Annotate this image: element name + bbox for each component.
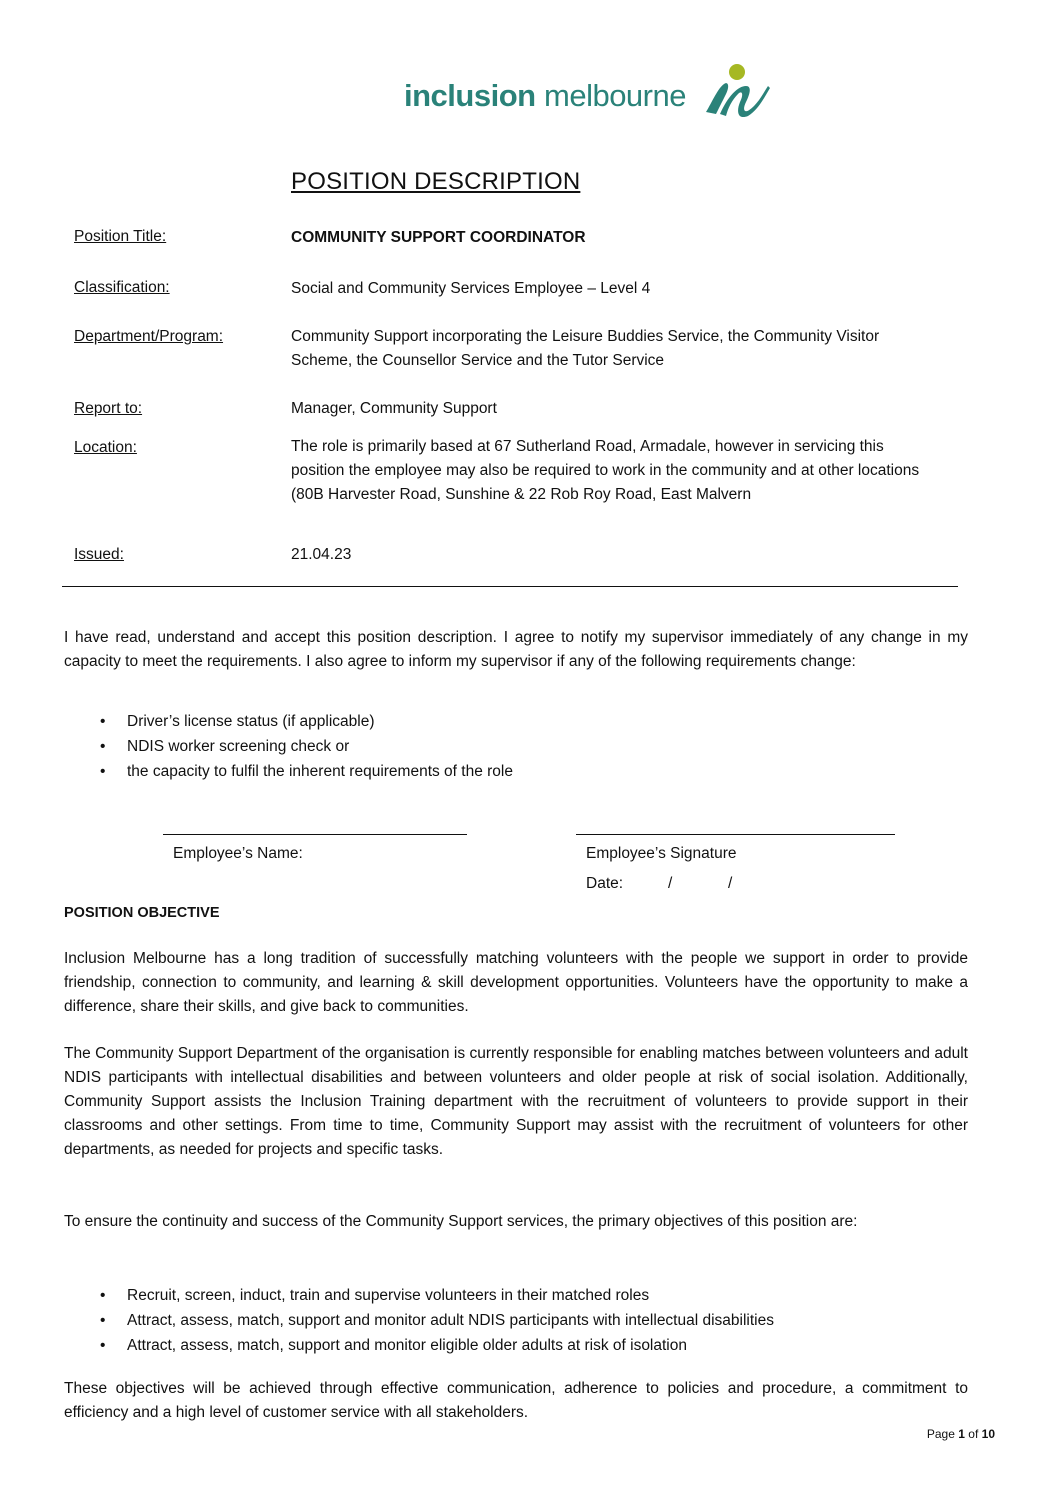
- section-heading-position-objective: POSITION OBJECTIVE: [64, 905, 220, 921]
- list-item: • Recruit, screen, induct, train and supervise volunteers in their matched roles: [100, 1283, 774, 1308]
- date-separator: /: [728, 875, 733, 892]
- list-item: • the capacity to fulfil the inherent requirements of the role: [100, 759, 513, 784]
- employee-signature-line: [576, 834, 895, 835]
- field-value-position-title: COMMUNITY SUPPORT COORDINATOR: [291, 229, 586, 246]
- field-value-issued: 21.04.23: [291, 546, 352, 563]
- field-label-classification: Classification:: [74, 279, 170, 296]
- page-number: [927, 1427, 995, 1441]
- field-label-location: Location:: [74, 439, 137, 456]
- list-item: • Attract, assess, match, support and monitor eligible older adults at risk of isolation: [100, 1333, 774, 1358]
- logo-mark-icon: [702, 62, 772, 120]
- field-value-report-to: Manager, Community Support: [291, 400, 497, 417]
- objective-list: [100, 1283, 774, 1358]
- employee-name-line: [163, 834, 467, 835]
- field-label-position-title: Position Title:: [74, 228, 167, 245]
- employee-signature-label: Employee’s Signature: [586, 845, 737, 862]
- date-label: Date:: [586, 875, 624, 892]
- page-word: Page: [926, 1427, 955, 1441]
- objective-paragraph-2: The Community Support Department of the organisation is currently responsible for enabling matches between volunteers and adult NDIS participants with intellectual disabilities and between volunteers and older people at risk of social isolation. Additionally, Community Support assists the Inclusion Training department with the recruitment of volunteers to provide support in their classrooms and other settings. From time to time, Community Support may assist with the recruitment of volunteers for other departments, as needed for projects and specific tasks.: [64, 1045, 968, 1158]
- list-item: • NDIS worker screening check or: [100, 734, 513, 759]
- field-value-department: Community Support incorporating the Leisure Buddies Service, the Community Visitor Scheme, the Counsellor Service and the Tutor Service: [291, 328, 880, 369]
- objective-paragraph-4: These objectives will be achieved through effective communication, adherence to policies and procedure, a commitment to efficiency and a high level of customer service with all stakeholders.: [64, 1380, 968, 1421]
- list-item: • Attract, assess, match, support and monitor adult NDIS participants with intellectual disabilities: [100, 1308, 774, 1333]
- field-value-classification: Social and Community Services Employee – Level 4: [291, 280, 651, 297]
- field-label-issued: Issued:: [74, 546, 124, 563]
- document-title: POSITION DESCRIPTION: [291, 168, 581, 195]
- field-label-department: Department/Program:: [74, 328, 224, 345]
- page-of: of: [968, 1427, 979, 1441]
- page-total: 10: [981, 1427, 995, 1441]
- logo-word-melbourne: melbourne: [544, 78, 686, 113]
- acknowledgement-list: [100, 709, 513, 784]
- field-label-report-to: Report to:: [74, 400, 143, 417]
- field-value-location: The role is primarily based at 67 Sutherland Road, Armadale, however in servicing this position the employee may also be required to work in the community and at other locations (80B Harvester Road, Sunshine & 22 Rob Roy Road, East Malvern: [291, 438, 920, 503]
- date-separator: /: [668, 875, 673, 892]
- section-divider: [62, 586, 958, 587]
- acknowledgement-text: I have read, understand and accept this position description. I agree to notify my supervisor immediately of any change in my capacity to meet the requirements. I also agree to inform my supervisor if any of the following requirements change:: [64, 629, 968, 670]
- objective-paragraph-3: To ensure the continuity and success of the Community Support services, the primary objectives of this position are:: [64, 1213, 858, 1230]
- page-current: 1: [958, 1427, 965, 1441]
- employee-name-label: Employee’s Name:: [173, 845, 303, 862]
- list-item: • Driver’s license status (if applicable): [100, 709, 513, 734]
- logo-word-inclusion: inclusion: [404, 78, 536, 113]
- objective-paragraph-1: Inclusion Melbourne has a long tradition of successfully matching volunteers with the people we support in order to provide friendship, connection to community, and learning & skill development opportunities. Volunteers have the opportunity to make a difference, share their skills, and give back to communities.: [64, 950, 968, 1015]
